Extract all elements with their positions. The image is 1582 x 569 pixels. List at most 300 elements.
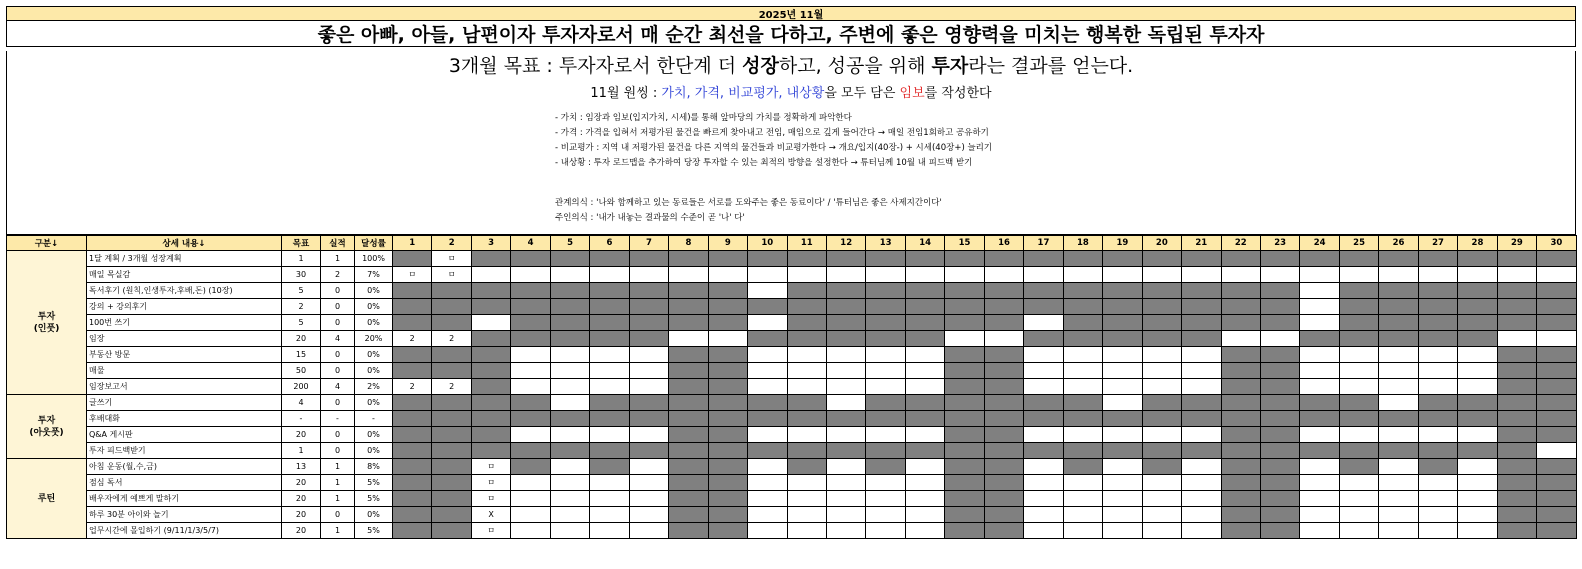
day-cell[interactable] bbox=[1537, 331, 1576, 347]
day-cell[interactable] bbox=[590, 443, 629, 459]
day-cell[interactable] bbox=[905, 427, 944, 443]
day-cell[interactable] bbox=[1182, 443, 1221, 459]
day-cell[interactable] bbox=[511, 475, 550, 491]
day-cell[interactable] bbox=[1221, 427, 1260, 443]
day-cell[interactable] bbox=[1063, 427, 1102, 443]
header-actual[interactable]: 실적 bbox=[321, 236, 355, 251]
day-cell[interactable] bbox=[866, 427, 905, 443]
day-cell[interactable] bbox=[590, 283, 629, 299]
target-cell[interactable]: 1 bbox=[282, 443, 321, 459]
day-cell[interactable] bbox=[1458, 363, 1497, 379]
day-cell[interactable] bbox=[669, 267, 708, 283]
detail-cell[interactable]: 독서후기 (원칙,인생투자,후배,돈) (10장) bbox=[87, 283, 282, 299]
detail-cell[interactable]: 글쓰기 bbox=[87, 395, 282, 411]
day-cell[interactable] bbox=[511, 331, 550, 347]
target-cell[interactable]: 5 bbox=[282, 315, 321, 331]
detail-cell[interactable]: 임장보고서 bbox=[87, 379, 282, 395]
day-cell[interactable] bbox=[1024, 443, 1063, 459]
day-cell[interactable] bbox=[984, 267, 1023, 283]
day-cell[interactable] bbox=[1103, 251, 1142, 267]
category-cell[interactable]: 투자 (아웃풋) bbox=[7, 395, 87, 459]
day-cell[interactable] bbox=[511, 523, 550, 539]
day-cell[interactable] bbox=[1221, 411, 1260, 427]
day-cell[interactable] bbox=[1300, 523, 1339, 539]
day-cell[interactable] bbox=[590, 363, 629, 379]
day-cell[interactable] bbox=[984, 299, 1023, 315]
day-cell[interactable] bbox=[1418, 379, 1457, 395]
day-cell[interactable] bbox=[1458, 379, 1497, 395]
day-cell[interactable] bbox=[748, 347, 787, 363]
day-cell[interactable] bbox=[629, 251, 668, 267]
day-cell[interactable] bbox=[866, 363, 905, 379]
day-cell[interactable] bbox=[787, 267, 826, 283]
day-cell[interactable] bbox=[1537, 507, 1576, 523]
day-cell[interactable] bbox=[1497, 427, 1536, 443]
day-cell[interactable] bbox=[866, 379, 905, 395]
header-day-19[interactable]: 19 bbox=[1103, 236, 1142, 251]
day-cell[interactable] bbox=[826, 491, 865, 507]
day-cell[interactable] bbox=[826, 411, 865, 427]
detail-cell[interactable]: 매물 bbox=[87, 363, 282, 379]
day-cell[interactable] bbox=[1300, 411, 1339, 427]
day-cell[interactable] bbox=[1103, 299, 1142, 315]
day-cell[interactable] bbox=[1182, 283, 1221, 299]
detail-cell[interactable]: 강의 + 강의후기 bbox=[87, 299, 282, 315]
rate-cell[interactable]: 0% bbox=[355, 315, 393, 331]
day-cell[interactable] bbox=[984, 395, 1023, 411]
day-cell[interactable] bbox=[1063, 315, 1102, 331]
day-cell[interactable] bbox=[550, 507, 589, 523]
day-cell[interactable] bbox=[866, 443, 905, 459]
day-cell[interactable] bbox=[984, 427, 1023, 443]
day-cell[interactable] bbox=[708, 379, 747, 395]
day-cell[interactable] bbox=[471, 299, 510, 315]
day-cell[interactable] bbox=[1221, 347, 1260, 363]
day-cell[interactable] bbox=[511, 299, 550, 315]
day-cell[interactable] bbox=[1339, 427, 1378, 443]
day-cell[interactable] bbox=[866, 411, 905, 427]
day-cell[interactable] bbox=[1339, 363, 1378, 379]
day-cell[interactable] bbox=[905, 459, 944, 475]
rate-cell[interactable]: 7% bbox=[355, 267, 393, 283]
target-cell[interactable]: 50 bbox=[282, 363, 321, 379]
day-cell[interactable] bbox=[1063, 379, 1102, 395]
day-cell[interactable] bbox=[471, 443, 510, 459]
target-cell[interactable]: 200 bbox=[282, 379, 321, 395]
day-cell[interactable] bbox=[748, 491, 787, 507]
day-cell[interactable] bbox=[1063, 363, 1102, 379]
day-cell[interactable] bbox=[1260, 411, 1299, 427]
day-cell[interactable] bbox=[1260, 251, 1299, 267]
day-cell[interactable] bbox=[590, 251, 629, 267]
day-cell[interactable] bbox=[866, 523, 905, 539]
day-cell[interactable] bbox=[1024, 507, 1063, 523]
day-cell[interactable] bbox=[748, 459, 787, 475]
actual-cell[interactable]: 1 bbox=[321, 475, 355, 491]
day-cell[interactable] bbox=[945, 475, 984, 491]
day-cell[interactable] bbox=[629, 315, 668, 331]
day-cell[interactable] bbox=[511, 363, 550, 379]
day-cell[interactable] bbox=[669, 331, 708, 347]
actual-cell[interactable]: 1 bbox=[321, 491, 355, 507]
header-day-9[interactable]: 9 bbox=[708, 236, 747, 251]
day-cell[interactable] bbox=[550, 283, 589, 299]
actual-cell[interactable]: 0 bbox=[321, 299, 355, 315]
day-cell[interactable] bbox=[511, 491, 550, 507]
day-cell[interactable] bbox=[1497, 459, 1536, 475]
day-cell[interactable] bbox=[826, 395, 865, 411]
day-cell[interactable] bbox=[1103, 411, 1142, 427]
day-cell[interactable] bbox=[1260, 363, 1299, 379]
target-cell[interactable]: 30 bbox=[282, 267, 321, 283]
day-cell[interactable] bbox=[590, 459, 629, 475]
rate-cell[interactable]: 100% bbox=[355, 251, 393, 267]
day-cell[interactable] bbox=[1142, 299, 1181, 315]
day-cell[interactable] bbox=[1260, 283, 1299, 299]
day-cell[interactable] bbox=[905, 395, 944, 411]
day-cell[interactable] bbox=[471, 331, 510, 347]
day-cell[interactable] bbox=[432, 347, 471, 363]
day-cell[interactable] bbox=[787, 427, 826, 443]
day-cell[interactable] bbox=[1182, 363, 1221, 379]
day-cell[interactable]: ㅁ bbox=[432, 251, 471, 267]
day-cell[interactable] bbox=[905, 251, 944, 267]
day-cell[interactable] bbox=[1458, 459, 1497, 475]
day-cell[interactable] bbox=[669, 459, 708, 475]
day-cell[interactable] bbox=[826, 427, 865, 443]
day-cell[interactable] bbox=[1537, 411, 1576, 427]
day-cell[interactable] bbox=[1379, 475, 1418, 491]
day-cell[interactable] bbox=[432, 299, 471, 315]
day-cell[interactable] bbox=[945, 331, 984, 347]
day-cell[interactable] bbox=[1339, 331, 1378, 347]
rate-cell[interactable]: 0% bbox=[355, 507, 393, 523]
day-cell[interactable] bbox=[669, 475, 708, 491]
detail-cell[interactable]: 업무시간에 몰입하기 (9/11/1/3/5/7) bbox=[87, 523, 282, 539]
day-cell[interactable] bbox=[905, 507, 944, 523]
day-cell[interactable] bbox=[1024, 315, 1063, 331]
day-cell[interactable] bbox=[1221, 379, 1260, 395]
day-cell[interactable] bbox=[1339, 379, 1378, 395]
day-cell[interactable] bbox=[1063, 299, 1102, 315]
day-cell[interactable] bbox=[1221, 331, 1260, 347]
day-cell[interactable] bbox=[748, 443, 787, 459]
day-cell[interactable] bbox=[1142, 251, 1181, 267]
day-cell[interactable] bbox=[1024, 491, 1063, 507]
header-day-10[interactable]: 10 bbox=[748, 236, 787, 251]
day-cell[interactable] bbox=[1221, 459, 1260, 475]
day-cell[interactable] bbox=[787, 379, 826, 395]
header-day-30[interactable]: 30 bbox=[1537, 236, 1576, 251]
day-cell[interactable] bbox=[708, 475, 747, 491]
day-cell[interactable] bbox=[984, 411, 1023, 427]
day-cell[interactable] bbox=[1339, 347, 1378, 363]
day-cell[interactable] bbox=[708, 427, 747, 443]
day-cell[interactable] bbox=[471, 315, 510, 331]
day-cell[interactable] bbox=[1103, 443, 1142, 459]
day-cell[interactable] bbox=[1458, 475, 1497, 491]
day-cell[interactable] bbox=[945, 411, 984, 427]
day-cell[interactable] bbox=[866, 315, 905, 331]
day-cell[interactable] bbox=[1458, 411, 1497, 427]
day-cell[interactable] bbox=[1103, 523, 1142, 539]
day-cell[interactable] bbox=[1300, 443, 1339, 459]
day-cell[interactable] bbox=[708, 459, 747, 475]
day-cell[interactable] bbox=[945, 315, 984, 331]
day-cell[interactable] bbox=[945, 379, 984, 395]
day-cell[interactable] bbox=[1024, 475, 1063, 491]
day-cell[interactable] bbox=[1260, 427, 1299, 443]
rate-cell[interactable]: 0% bbox=[355, 299, 393, 315]
header-day-14[interactable]: 14 bbox=[905, 236, 944, 251]
day-cell[interactable] bbox=[1063, 443, 1102, 459]
day-cell[interactable] bbox=[1497, 491, 1536, 507]
day-cell[interactable] bbox=[1142, 475, 1181, 491]
day-cell[interactable] bbox=[1418, 507, 1457, 523]
day-cell[interactable] bbox=[787, 411, 826, 427]
day-cell[interactable] bbox=[550, 315, 589, 331]
day-cell[interactable] bbox=[826, 299, 865, 315]
day-cell[interactable] bbox=[1300, 251, 1339, 267]
day-cell[interactable] bbox=[1537, 379, 1576, 395]
day-cell[interactable] bbox=[432, 315, 471, 331]
day-cell[interactable] bbox=[1260, 331, 1299, 347]
day-cell[interactable] bbox=[550, 331, 589, 347]
day-cell[interactable] bbox=[945, 363, 984, 379]
detail-cell[interactable]: 하루 30분 아이와 놀기 bbox=[87, 507, 282, 523]
actual-cell[interactable]: 0 bbox=[321, 347, 355, 363]
day-cell[interactable] bbox=[1103, 363, 1142, 379]
day-cell[interactable] bbox=[905, 443, 944, 459]
day-cell[interactable] bbox=[1142, 491, 1181, 507]
day-cell[interactable] bbox=[1063, 395, 1102, 411]
actual-cell[interactable]: 1 bbox=[321, 459, 355, 475]
day-cell[interactable] bbox=[787, 459, 826, 475]
day-cell[interactable] bbox=[905, 379, 944, 395]
day-cell[interactable] bbox=[1537, 395, 1576, 411]
day-cell[interactable] bbox=[866, 267, 905, 283]
detail-cell[interactable]: 배우자에게 예쁘게 말하기 bbox=[87, 491, 282, 507]
day-cell[interactable] bbox=[1300, 459, 1339, 475]
day-cell[interactable] bbox=[1379, 507, 1418, 523]
day-cell[interactable] bbox=[629, 459, 668, 475]
day-cell[interactable] bbox=[669, 523, 708, 539]
day-cell[interactable] bbox=[984, 363, 1023, 379]
day-cell[interactable] bbox=[432, 523, 471, 539]
day-cell[interactable] bbox=[1379, 331, 1418, 347]
day-cell[interactable] bbox=[1142, 283, 1181, 299]
day-cell[interactable] bbox=[1260, 459, 1299, 475]
day-cell[interactable] bbox=[1063, 283, 1102, 299]
target-cell[interactable]: - bbox=[282, 411, 321, 427]
day-cell[interactable] bbox=[393, 443, 432, 459]
month-header[interactable] bbox=[6, 6, 1576, 21]
day-cell[interactable] bbox=[471, 411, 510, 427]
day-cell[interactable] bbox=[826, 443, 865, 459]
day-cell[interactable] bbox=[511, 315, 550, 331]
day-cell[interactable] bbox=[1221, 491, 1260, 507]
target-cell[interactable]: 20 bbox=[282, 475, 321, 491]
rate-cell[interactable]: 0% bbox=[355, 347, 393, 363]
day-cell[interactable] bbox=[1537, 347, 1576, 363]
day-cell[interactable] bbox=[1103, 459, 1142, 475]
day-cell[interactable] bbox=[1221, 267, 1260, 283]
day-cell[interactable] bbox=[748, 411, 787, 427]
day-cell[interactable] bbox=[1418, 459, 1457, 475]
day-cell[interactable] bbox=[629, 363, 668, 379]
day-cell[interactable] bbox=[1458, 427, 1497, 443]
detail-cell[interactable]: 100번 쓰기 bbox=[87, 315, 282, 331]
header-day-4[interactable]: 4 bbox=[511, 236, 550, 251]
day-cell[interactable] bbox=[984, 283, 1023, 299]
day-cell[interactable] bbox=[1260, 315, 1299, 331]
day-cell[interactable] bbox=[1182, 267, 1221, 283]
day-cell[interactable] bbox=[629, 475, 668, 491]
day-cell[interactable] bbox=[393, 507, 432, 523]
day-cell[interactable] bbox=[590, 523, 629, 539]
target-cell[interactable]: 20 bbox=[282, 523, 321, 539]
day-cell[interactable] bbox=[1497, 507, 1536, 523]
day-cell[interactable] bbox=[748, 395, 787, 411]
day-cell[interactable] bbox=[629, 507, 668, 523]
day-cell[interactable] bbox=[1024, 299, 1063, 315]
day-cell[interactable] bbox=[905, 347, 944, 363]
day-cell[interactable] bbox=[945, 251, 984, 267]
day-cell[interactable] bbox=[905, 283, 944, 299]
day-cell[interactable] bbox=[1339, 267, 1378, 283]
day-cell[interactable] bbox=[787, 475, 826, 491]
header-day-11[interactable]: 11 bbox=[787, 236, 826, 251]
day-cell[interactable] bbox=[1497, 395, 1536, 411]
day-cell[interactable] bbox=[945, 395, 984, 411]
header-day-12[interactable]: 12 bbox=[826, 236, 865, 251]
day-cell[interactable] bbox=[669, 363, 708, 379]
day-cell[interactable] bbox=[1182, 347, 1221, 363]
day-cell[interactable] bbox=[1103, 427, 1142, 443]
day-cell[interactable] bbox=[590, 379, 629, 395]
day-cell[interactable] bbox=[511, 283, 550, 299]
header-day-16[interactable]: 16 bbox=[984, 236, 1023, 251]
rate-cell[interactable]: 8% bbox=[355, 459, 393, 475]
day-cell[interactable] bbox=[1182, 475, 1221, 491]
day-cell[interactable] bbox=[1379, 347, 1418, 363]
day-cell[interactable] bbox=[1300, 379, 1339, 395]
day-cell[interactable] bbox=[471, 251, 510, 267]
day-cell[interactable] bbox=[1063, 507, 1102, 523]
day-cell[interactable] bbox=[1379, 315, 1418, 331]
day-cell[interactable] bbox=[550, 443, 589, 459]
day-cell[interactable] bbox=[1537, 459, 1576, 475]
day-cell[interactable] bbox=[787, 395, 826, 411]
day-cell[interactable] bbox=[866, 299, 905, 315]
day-cell[interactable] bbox=[1024, 427, 1063, 443]
actual-cell[interactable]: 1 bbox=[321, 523, 355, 539]
day-cell[interactable] bbox=[393, 299, 432, 315]
day-cell[interactable] bbox=[1300, 395, 1339, 411]
day-cell[interactable] bbox=[984, 347, 1023, 363]
day-cell[interactable] bbox=[1142, 315, 1181, 331]
day-cell[interactable] bbox=[1221, 507, 1260, 523]
day-cell[interactable] bbox=[905, 363, 944, 379]
day-cell[interactable] bbox=[393, 459, 432, 475]
day-cell[interactable] bbox=[1300, 347, 1339, 363]
day-cell[interactable] bbox=[826, 315, 865, 331]
day-cell[interactable] bbox=[1339, 315, 1378, 331]
day-cell[interactable] bbox=[905, 523, 944, 539]
day-cell[interactable] bbox=[1458, 507, 1497, 523]
actual-cell[interactable]: 4 bbox=[321, 379, 355, 395]
day-cell[interactable] bbox=[590, 331, 629, 347]
day-cell[interactable] bbox=[748, 315, 787, 331]
day-cell[interactable] bbox=[511, 395, 550, 411]
day-cell[interactable] bbox=[1497, 347, 1536, 363]
day-cell[interactable] bbox=[1103, 491, 1142, 507]
day-cell[interactable] bbox=[1063, 411, 1102, 427]
header-category[interactable]: 구분↓ bbox=[7, 236, 87, 251]
day-cell[interactable] bbox=[590, 315, 629, 331]
day-cell[interactable] bbox=[826, 475, 865, 491]
day-cell[interactable] bbox=[1418, 315, 1457, 331]
rate-cell[interactable]: 0% bbox=[355, 427, 393, 443]
day-cell[interactable] bbox=[1182, 379, 1221, 395]
day-cell[interactable] bbox=[1221, 251, 1260, 267]
day-cell[interactable] bbox=[826, 507, 865, 523]
day-cell[interactable] bbox=[550, 459, 589, 475]
day-cell[interactable] bbox=[629, 267, 668, 283]
header-day-26[interactable]: 26 bbox=[1379, 236, 1418, 251]
day-cell[interactable] bbox=[787, 315, 826, 331]
day-cell[interactable] bbox=[629, 347, 668, 363]
day-cell[interactable] bbox=[511, 443, 550, 459]
day-cell[interactable] bbox=[1182, 315, 1221, 331]
day-cell[interactable] bbox=[669, 283, 708, 299]
day-cell[interactable] bbox=[708, 507, 747, 523]
day-cell[interactable] bbox=[1537, 443, 1576, 459]
header-day-24[interactable]: 24 bbox=[1300, 236, 1339, 251]
day-cell[interactable] bbox=[1024, 379, 1063, 395]
day-cell[interactable] bbox=[550, 475, 589, 491]
day-cell[interactable] bbox=[432, 475, 471, 491]
day-cell[interactable] bbox=[708, 363, 747, 379]
day-cell[interactable] bbox=[1300, 299, 1339, 315]
day-cell[interactable] bbox=[550, 379, 589, 395]
day-cell[interactable] bbox=[1497, 299, 1536, 315]
day-cell[interactable] bbox=[787, 443, 826, 459]
day-cell[interactable] bbox=[550, 523, 589, 539]
day-cell[interactable] bbox=[1379, 251, 1418, 267]
header-target[interactable]: 목표 bbox=[282, 236, 321, 251]
day-cell[interactable] bbox=[1379, 395, 1418, 411]
day-cell[interactable] bbox=[1260, 395, 1299, 411]
day-cell[interactable] bbox=[1182, 523, 1221, 539]
day-cell[interactable] bbox=[471, 363, 510, 379]
day-cell[interactable] bbox=[1300, 363, 1339, 379]
day-cell[interactable] bbox=[945, 459, 984, 475]
day-cell[interactable] bbox=[1418, 523, 1457, 539]
day-cell[interactable] bbox=[1418, 443, 1457, 459]
day-cell[interactable] bbox=[1339, 491, 1378, 507]
day-cell[interactable] bbox=[1063, 523, 1102, 539]
target-cell[interactable]: 15 bbox=[282, 347, 321, 363]
goal-section[interactable] bbox=[6, 51, 1576, 235]
day-cell[interactable] bbox=[432, 427, 471, 443]
day-cell[interactable] bbox=[629, 299, 668, 315]
day-cell[interactable] bbox=[669, 411, 708, 427]
day-cell[interactable] bbox=[1260, 299, 1299, 315]
day-cell[interactable] bbox=[393, 315, 432, 331]
day-cell[interactable] bbox=[550, 347, 589, 363]
day-cell[interactable] bbox=[1537, 267, 1576, 283]
